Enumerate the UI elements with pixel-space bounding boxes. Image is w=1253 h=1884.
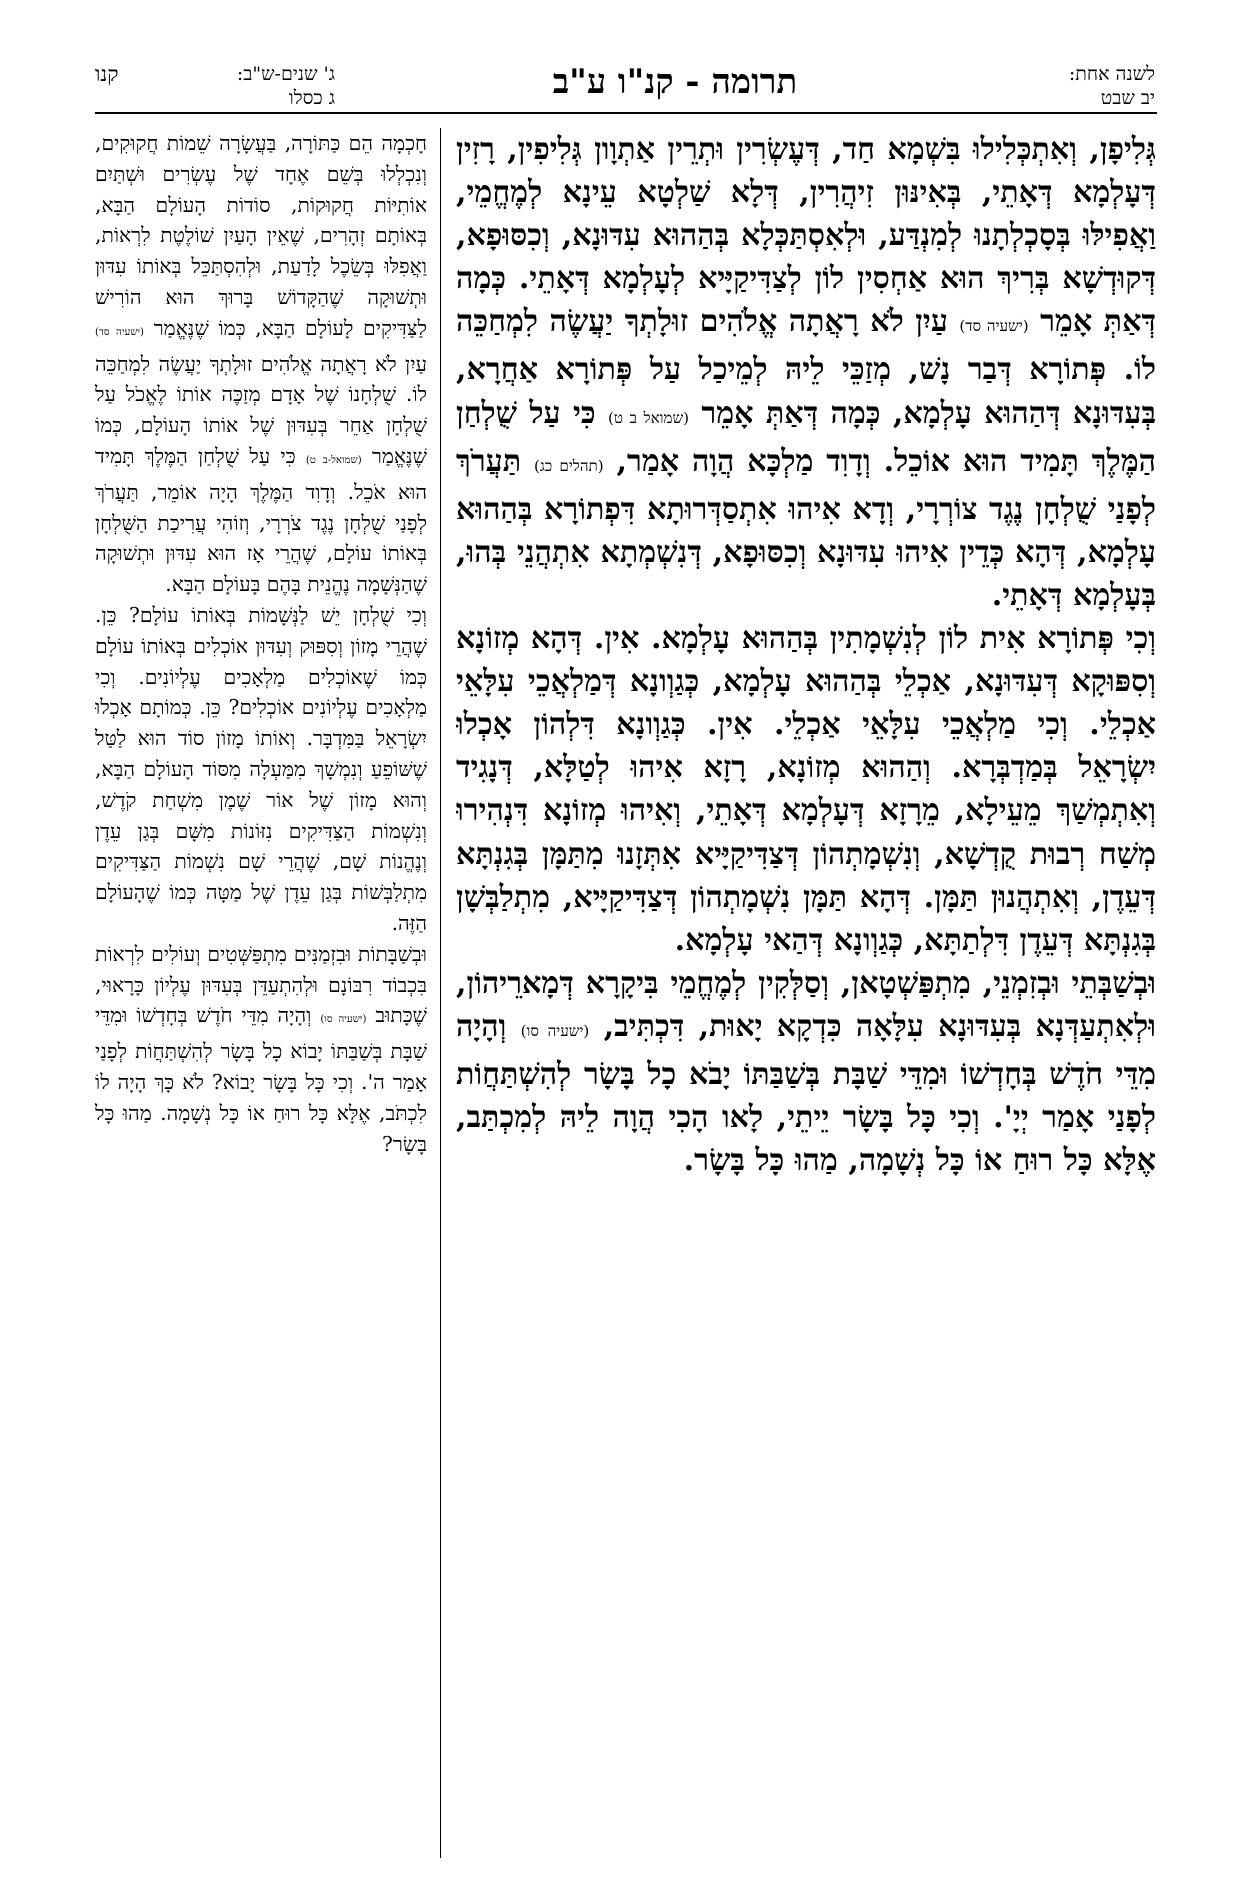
- side-text: כִּי עַל שֻׁלְחַן הַמֶּלֶךְ תָּמִיד הוּא אֹכֵל. וְדָוִד הַמֶּלֶךְ הָיָה אוֹמֵר, תַּעֲרֹךְ לְפָנַי שֻׁלְחָן נֶגֶד צֹרְרָי, וְזוֹהִי עֲרִיכַת הַשֻּׁלְחָן בְּאוֹתוֹ עוֹלָם, שֶׁהֲרֵי אָז הוּא עִדּוּן וּתְשׁוּקָה שֶׁהַנְּשָׁמָה נֶהֱנֵית בָּהֶם בָּעוֹלָם הַבָּא.: [95, 443, 427, 597]
- verse-reference: (ישעיה סד): [95, 326, 145, 338]
- side-text: וְהָיָה מִדֵּי חֹדֶשׁ בְּחָדְשׁוֹ וּמִדֵּי שַׁבָּת בְּשַׁבַּתּוֹ יָבוֹא כָל בָּשָׂר לְהִשְׁתַּחֲוֹת לְפָנַי אָמַר ה'. וְכִי כָּל בָּשָׂר יָבוֹא? לֹא כָּךְ הָיָה לוֹ לִכְתֹּב, אֶלָּא כָּל רוּחַ אוֹ כָּל נְשָׁמָה. מַהוּ כָּל בָּשָׂר?: [95, 1003, 427, 1156]
- verse-reference: (שמואל ב ט): [607, 408, 690, 427]
- page-header: [95, 58, 1155, 114]
- header-three-year-date: ג כסלו: [288, 87, 335, 109]
- verse-reference: (ישעיה סד): [959, 317, 1029, 336]
- main-paragraph: [456, 617, 1156, 962]
- header-three-year: [237, 62, 335, 110]
- side-paragraph: [95, 600, 427, 939]
- main-text: תַּעֲרֹךְ לְפָנַי שֻׁלְחָן נֶגֶד צוֹרְרָי, וְדָא אִיהוּ אִתְסַדְּרוּתָא דִּפְתוֹרָא בְּהַהוּא עָלְמָא, דְּהָא כְּדֵין אִיהוּ עִדּוּנָא וְכִסּוּפָא, דְּנִשְׁמְתָא אִתְהֲנֵי בְּהוּ, בְּעָלְמָא דְּאָתֵי.: [456, 443, 1156, 613]
- side-text: חָכְמָה הֵם כַּתּוֹרָה, בַּעֲשָׂרָה שֵׁמוֹת חֲקוּקִים, וְנִכְלְלוּ בְּשֵׁם אֶחָד שֶׁל עֶשְׂרִים וּשְׁתַּיִם אוֹתִיּוֹת חֲקוּקוֹת, סוֹדוֹת הָעוֹלָם הַבָּא, בְּאוֹתָם זְהָרִים, שֶׁאֵין הָעַיִן שׁוֹלֶטֶת לִרְאוֹת, וַאֲפִלּוּ בְּשֵׂכֶל לָדַעַת, וּלְהִסְתַּכֵּל בְּאוֹתוֹ עִדּוּן וּתְשׁוּקָה שֶׁהַקָּדוֹשׁ בָּרוּךְ הוּא הוֹרִישׁ לַצַּדִּיקִים לָעוֹלָם הַבָּא, כְּמוֹ שֶׁנֶּאֱמַר: [95, 131, 427, 340]
- side-text: וְכִי שֻׁלְחָן יֵשׁ לַנְּשָׁמוֹת בְּאוֹתוֹ עוֹלָם? כֵּן. שֶׁהֲרֵי מָזוֹן וְסִפּוּק וְעִדּוּן אוֹכְלִים בְּאוֹתוֹ עוֹלָם כְּמוֹ שֶׁאוֹכְלִים מַלְאָכִים עֶלְיוֹנִים. וְכִי מַלְאָכִים עֶלְיוֹנִים אוֹכְלִים? כֵּן. כְּמוֹתָם אָכְלוּ יִשְׂרָאֵל בַּמִּדְבָּר. וְאוֹתוֹ מָזוֹן סוֹד הוּא לַטַּל שֶׁשּׁוֹפֵעַ וְנִמְשָׁךְ מִמַּעְלָה מִסּוֹד הָעוֹלָם הַבָּא, וְהוּא מָזוֹן שֶׁל אוֹר שֶׁמֶן מִשְׁחַת קֹדֶשׁ, וְנִשְׁמוֹת הַצַּדִּיקִים נִזּוֹנוֹת מִשָּׁם בְּגַן עֵדֶן וְנֶהֱנוֹת שָׁם, שֶׁהֲרֵי שָׁם נִשְׁמוֹת הַצַּדִּיקִים מִתְלַבְּשׁוֹת בְּגַן עֵדֶן שֶׁל מַטָּה כְּמוֹ שֶׁהָעוֹלָם הַזֶּה.: [95, 602, 427, 935]
- header-three-year-label: ג' שנים-ש"ב:: [236, 63, 335, 85]
- column-divider: [440, 128, 441, 1858]
- main-paragraph: [456, 128, 1156, 617]
- verse-reference: (תהלים כג): [534, 456, 604, 475]
- main-text: וְהָיָה מִדֵּי חֹדֶשׁ בְּחָדְשׁוֹ וּמִדֵּי שַׁבָּת בְּשַׁבַּתּוֹ יָבֹא כָל בָּשָׂר לְהִשְׁתַּחֲוֹת לְפָנַי אָמַר יְיָ'. וְכִי כָּל בָּשָׂר יֵיתֵי, לָאו הָכִי הֲוָה לֵיהּ לְמִכְתַּב, אֶלָּא כָּל רוּחַ אוֹ כָּל נְשָׁמָה, מַהוּ כָּל בָּשָׂר.: [456, 1008, 1156, 1179]
- header-one-year-label: לשנה אחת:: [1068, 63, 1155, 85]
- header-one-year-date: יב שבט: [1100, 87, 1155, 109]
- main-text: וּבְשַׁבְּתֵי וּבְזִמְנֵי, מִתְפַּשְׁטָאן, וְסַלְּקִין לְמֶחֱמֵי בִּיקָרָא דְּמָארֵיהוֹן, וּלְאִתְעַדְּנָא בְּעִדּוּנָא עִלָּאָה כִּדְקָא יָאוּת, דִּכְתִּיב,: [456, 965, 1156, 1044]
- verse-reference: (שמואל-ב ט): [305, 454, 362, 466]
- main-text: וְכִי פְּתוֹרָא אִית לוֹן לְנִשְׁמָתִין בְּהַהוּא עָלְמָא. אִין. דְּהָא מְזוֹנָא וְסִפּוּקָא דְּעִדּוּנָא, אַכְלֵי בְּהַהוּא עָלְמָא, כְּגַוְונָא דְּמַלְאֲכֵי עִלָּאֵי אַכְלֵי. וְכִי מַלְאֲכֵי עִלָּאֵי אַכְלֵי. אִין. כְּגַוְונָא דִּלְהוֹן אָכְלוּ יִשְׂרָאֵל בְּמַדְבְּרָא. וְהַהוּא מְזוֹנָא, רָזָא אִיהוּ לְטַלָּא, דְּנָגִיד וְאִתְמְשַׁךְ מֵעֵילָא, מֵרָזָא דְּעָלְמָא דְּאָתֵי, וְאִיהוּ מְזוֹנָא דִּנְהִירוּ מְשַׁח רְבוּת קֻדְשָׁא, וְנִשְׁמָתְהוֹן דְּצַדִּיקַיָּיא אִתְּזָנוּ מִתַּמָּן בְּגִנְתָּא דְּעֵדֶן, וְאִתְהֲנוּן תַּמָּן. דְּהָא תַּמָּן נִשְׁמָתְהוֹן דְּצַדִּיקַיָּיא, מִתְלַבְּשָׁן בְּגִנְתָּא דְּעֵדֶן דִּלְתַתָּא, כְּגַוְונָא דְּהַאי עָלְמָא.: [456, 621, 1156, 958]
- main-text: עַיִן לֹא רָאֲתָה אֱלֹהִים זוּלָתְךָ יַעֲשֶׂה לִמְחַכֵּה לוֹ. פְּתוֹרָא דְּבַר נָשׁ, מְזַכֵּי לֵיהּ לְמֵיכַל עַל פְּתוֹרָא אַחֲרָא, בְּעִדּוּנָא דְּהַהוּא עָלְמָא, כְּמָה דְּאַתְּ אָמֵר: [456, 304, 1156, 431]
- hebrew-translation-column: [95, 128, 427, 1858]
- header-divider: [95, 112, 1157, 114]
- aramaic-text-column: [456, 128, 1156, 1858]
- main-text: כִּי עַל שֻׁלְחַן הַמֶּלֶךְ תָּמִיד הוּא אוֹכֵל. וְדָוִד מַלְכָּא הֲוָה אָמַר,: [456, 395, 1156, 479]
- side-text: עַיִן לֹא רָאֲתָה אֱלֹהִים זוּלָתְךָ יַעֲשֶׂה לִמְחַכֵּה לוֹ. שֻׁלְחָנוֹ שֶׁל אָדָם מְזַכֶּה אוֹתוֹ לֶאֱכֹל עַל שֻׁלְחָן אַחֵר בְּעִדּוּן שֶׁל אוֹתוֹ הָעוֹלָם, כְּמוֹ שֶׁנֶּאֱמַר: [95, 351, 427, 468]
- side-paragraph: [95, 128, 427, 600]
- verse-reference: (ישעיה סו): [320, 1014, 367, 1026]
- side-text: וּבְשַׁבָּתוֹת וּבִזְמַנִּים מִתְפַּשְּׁטִים וְעוֹלִים לִרְאוֹת בִּכְבוֹד רִבּוֹנָם וּלְהִתְעַדֵּן בְּעִדּוּן עֶלְיוֹן כָּרָאוּי, שֶׁכָּתוּב: [95, 941, 427, 1028]
- page-title: תרומה - קנ"ו ע"ב: [552, 62, 798, 102]
- verse-reference: (ישעיה סו): [520, 1021, 590, 1040]
- header-right: [1069, 62, 1155, 110]
- side-paragraph: [95, 939, 427, 1160]
- page-number: קנו: [95, 62, 119, 86]
- main-paragraph: [456, 962, 1156, 1182]
- main-text: גְּלִיפָן, וְאִתְכְּלִילוּ בִּשְׁמָא חַד, דְּעֶשְׂרִין וּתְרֵין אַתְוָון גְּלִיפִין, רָזִין דְּעָלְמָא דְּאָתֵי, בְּאִינּוּן זִיהֲרִין, דְּלָא שַׁלְטָא עֵינָא לְמֶחֱמֵי, וַאֲפִילּוּ בְּסָכְלְתָנוּ לְמִנְדַּע, וּלְאִסְתַּכְּלָא בְּהַהוּא עִדּוּנָא, וְכִסּוּפָא, דְּקוּדְשָׁא בְּרִיךְ הוּא אַחְסִין לוֹן לְצַדִּיקַיָּיא לְעָלְמָא דְּאָתֵי. כְּמָה דְּאַתְּ אָמֵר: [456, 132, 1156, 340]
